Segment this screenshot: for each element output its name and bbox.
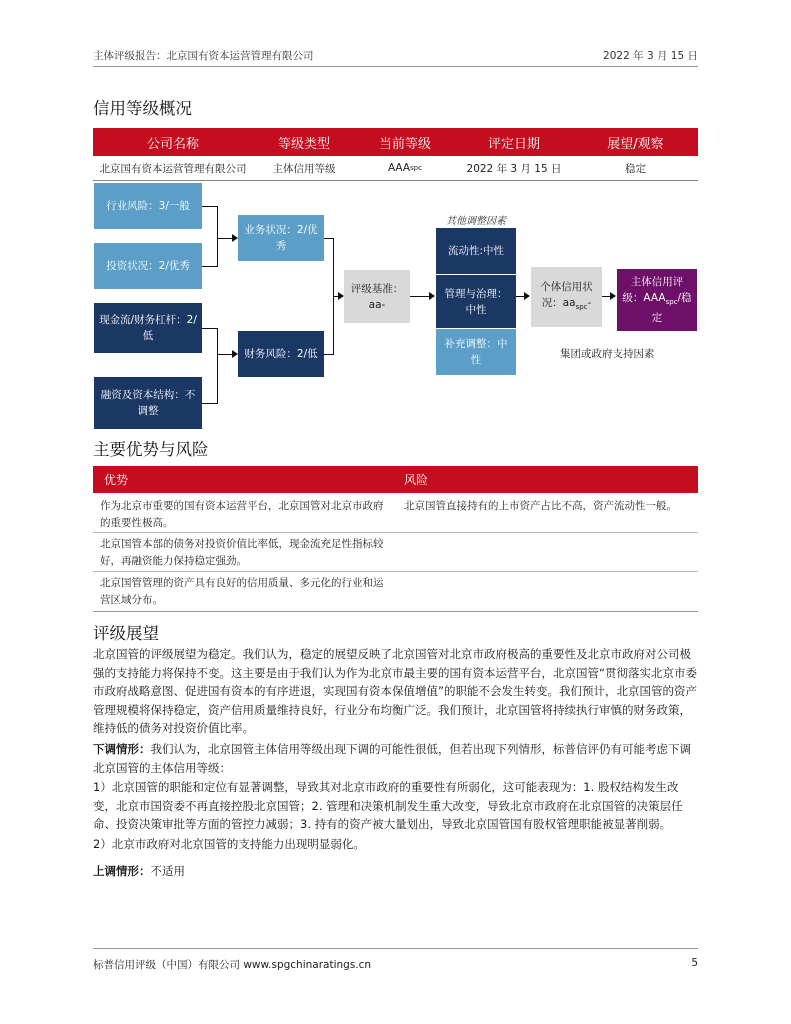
- sr-divider: [93, 532, 698, 533]
- outlook-paragraph: 北京国管的评级展望为稳定。我们认为，稳定的展望反映了北京国管对北京市政府极高的重要性及北京市政府对公司极强的支持能力将保持不变。这主要是由于我们认为作为北京市最主要的国有资本运营平台，北京国管“贯彻落实北京市委市政府战略意图、促进国有资本的有序进退，实现国有资本保值增值”的职能不会发生转变。我们预计，北京国管的资产管理规模将保持稳定，资产信用质量维持良好，行业分布均衡广泛。我们预计，北京国管将持续执行审慎的财务政策，维持低的债务对投资价值比率。: [93, 647, 697, 735]
- section-title-outlook: 评级展望: [93, 624, 159, 643]
- footer-rule: [93, 948, 698, 949]
- box-governance: 管理与治理：中性: [436, 275, 516, 328]
- connector: [217, 238, 233, 239]
- advantage-item-2: 北京国管本部的债务对投资价值比率低，现金流充足性指标较好，再融资能力保持稳定强劲。: [100, 538, 384, 567]
- advantage-item-1: 作为北京市重要的国有资本运营平台，北京国管对北京市政府的重要性极高。: [100, 500, 384, 529]
- col-date: 评定日期: [455, 128, 573, 156]
- footer-page-number: 5: [691, 957, 698, 969]
- cell-date: 2022 年 3 月 15 日: [466, 162, 562, 175]
- section-title-strengths-risks: 主要优势与风险: [93, 440, 209, 459]
- cell-rating-main: AAA: [387, 162, 411, 174]
- sr-header-risks: 风险: [404, 473, 429, 487]
- sr-header-advantages: 优势: [104, 473, 129, 487]
- sr-table-header-bg: [93, 466, 698, 493]
- cell-company: 北京国有资本运营管理有限公司: [99, 162, 247, 175]
- box-individual-text: 个体信用状况：$aa_{spc}-$: [540, 280, 593, 312]
- footer-company: 标普信用评级（中国）有限公司 www.spgchinaratings.cn: [93, 959, 372, 971]
- downgrade-label: 下调情形：: [93, 742, 151, 756]
- col-type: 等级类型: [253, 128, 355, 156]
- connector: [217, 206, 218, 267]
- box-business-status: 业务状况：2/优秀: [238, 215, 324, 261]
- box-financing-structure: 融资及资本结构：不调整: [94, 377, 202, 429]
- downgrade-item-2: 2）北京市政府对北京国管的支持能力出现明显弱化。: [93, 837, 365, 851]
- header-rule: [93, 66, 698, 67]
- box-investment-status: 投资状况：2/优秀: [94, 243, 202, 289]
- cell-rating-sub: spc: [410, 164, 423, 172]
- cell-outlook: 稳定: [625, 162, 646, 175]
- downgrade-item-1: 1）北京国管的职能和定位有显著调整，导致其对北京市政府的重要性有所弱化，这可能表现为：1. 股权结构发生改变，北京市国资委不再直接控股北京国管；2. 管理和决策机制发生重大改变，导致北京市政府在北京国管的决策层任命、投资决策审批等方面的管控力减弱；3. 持有的资产被大量划出，导致北京国管国有股权管理职能被显著削弱。: [93, 780, 683, 831]
- sr-divider: [93, 571, 698, 572]
- arrow-to-final: [610, 292, 616, 300]
- connector: [217, 354, 233, 355]
- box-financial-risk: 财务风险：2/低: [238, 331, 324, 377]
- downgrade-text: 我们认为，北京国管主体信用等级出现下调的可能性很低，但若出现下列情形，标普信评仍有可能考虑下调北京国管的主体信用等级：: [93, 742, 691, 775]
- arrow-to-individual: [524, 292, 530, 300]
- connector: [202, 403, 218, 404]
- label-other-factors: 其他调整因素: [446, 216, 506, 227]
- box-individual: [531, 267, 602, 327]
- box-cashflow-leverage: 现金流/财务杠杆：2/低: [94, 303, 202, 353]
- cell-type: 主体信用等级: [272, 162, 336, 175]
- box-final-rating-text: 主体信用评级：$AAA_{spc}/$稳定: [622, 275, 692, 325]
- arrow-to-factors: [429, 292, 435, 300]
- arrow-to-anchor: [338, 292, 344, 300]
- cell-rating: [355, 156, 455, 180]
- section-title-rating-overview: 信用等级概况: [93, 99, 192, 118]
- box-final-rating: [617, 269, 697, 331]
- connector: [202, 206, 218, 207]
- connector: [217, 328, 218, 404]
- sr-bottom-rule: [93, 611, 698, 612]
- box-anchor: 评级基准：aa-: [344, 270, 410, 323]
- table-rule: [93, 180, 698, 181]
- arrow-to-financial: [232, 350, 238, 358]
- connector: [202, 328, 218, 329]
- col-company: 公司名称: [93, 128, 253, 156]
- header-date: 2022 年 3 月 15 日: [603, 50, 698, 62]
- upgrade-label: 上调情形：: [93, 864, 151, 878]
- risk-item-1: 北京国管直接持有的上市资产占比不高，资产流动性一般。: [404, 500, 677, 512]
- upgrade-text: 不适用: [150, 864, 185, 878]
- arrow-to-business: [232, 234, 238, 242]
- upgrade-paragraph: [93, 862, 698, 881]
- connector: [410, 296, 430, 297]
- header-report-title: 主体评级报告：北京国有资本运营管理有限公司: [93, 50, 314, 62]
- connector: [202, 266, 218, 267]
- downgrade-paragraph: [93, 740, 698, 777]
- box-industry-risk: 行业风险：3/一般: [94, 183, 202, 229]
- col-outlook: 展望/观察: [573, 128, 698, 156]
- label-support: 集团或政府支持因素: [560, 348, 655, 360]
- advantage-item-3: 北京国管管理的资产具有良好的信用质量、多元化的行业和运营区域分布。: [100, 577, 384, 606]
- box-supplement: 补充调整：中性: [436, 329, 516, 375]
- box-liquidity: 流动性:中性: [436, 228, 516, 274]
- col-rating: 当前等级: [355, 128, 455, 156]
